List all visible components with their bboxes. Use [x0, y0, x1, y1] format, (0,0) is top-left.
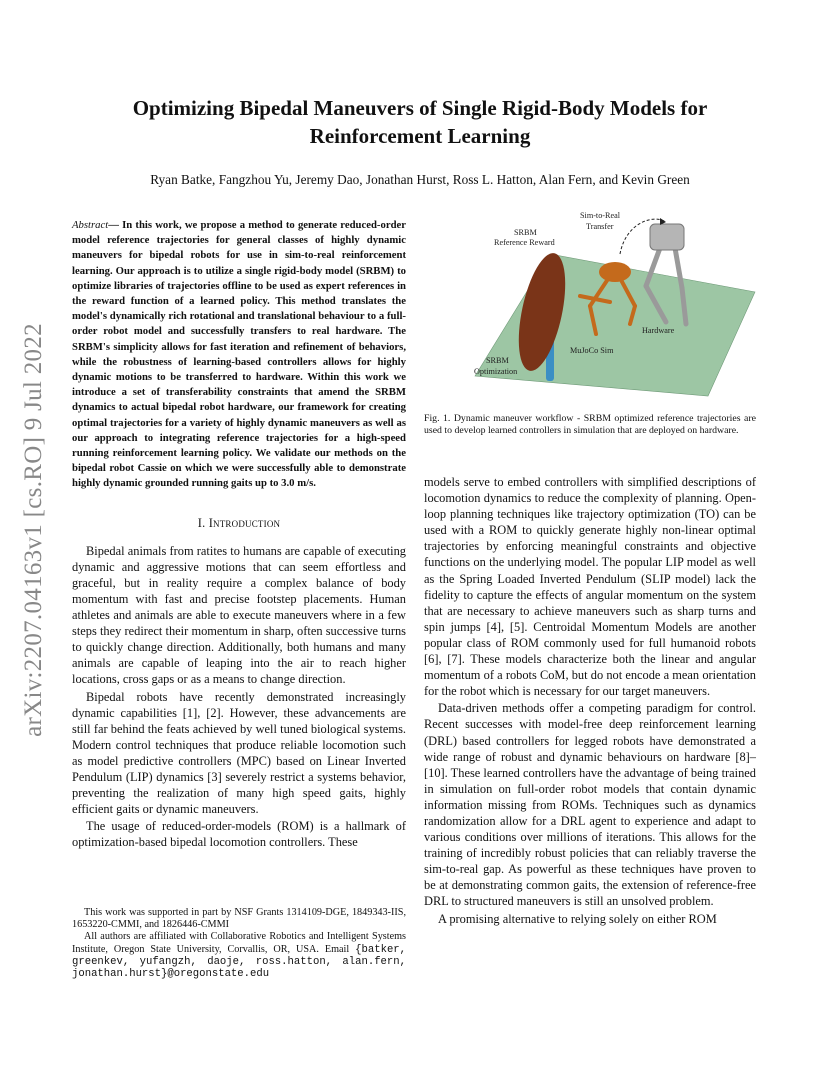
abstract: [72, 218, 406, 492]
workflow-illustration: [470, 206, 760, 402]
right-paragraph-1: models serve to embed controllers with simplified descriptions of locomotion dynamics to reduce the complexity of planning. Open-loop planning techniques like trajectory optimization (TO) can be used with a ROM to quickly generate highly non-linear optimal trajectories by enforcing meaningful constraints and objective functions on the underlying model. The popular LIP model as well as the Spring Loaded Inverted Pendulum (SLIP model) lack the fidelity to capture the effects of angular momentum on the system that are necessary to achieve maneuvers such as sharp turns and spin jumps [4], [5]. Centroidal Momentum Models are another popular class of ROM commonly used for full humanoid robots [6], [7]. These models characterize both the linear and angular momentum of a robots CoM, but do not encode a mean orientation for the robot which is necessary for our target maneuvers.: [424, 475, 756, 699]
author-emails: {batker, greenkev, yufangzh, daoje, ross.hatton, alan.fern, jonathan.hurst}@oregonstate.edu: [72, 943, 407, 981]
abstract-label: Abstract: [72, 219, 109, 231]
intro-paragraph-2: Bipedal robots have recently demonstrated increasingly dynamic capabilities [1], [2]. However, these advancements are still far behind the feats achieved by well tuned biological systems. Modern control techniques that produce reliable locomotion such as model predictive controllers (MPC) based on Linear Inverted Pendulum (LIP) dynamics [3] severely restrict a systems behavior, preventing the realization of many high speed gaits, highly efficient gaits or dynamic maneuvers.: [72, 689, 406, 817]
right-paragraph-3: A promising alternative to relying solely on either ROM: [438, 911, 717, 926]
right-paragraph-2: Data-driven methods offer a competing paradigm for control. Recent successes with model-free deep reinforcement learning (DRL) based controllers for legged robots have demonstrated a wide range of robust and dynamic behaviours on hardware [8]–[10]. These learned controllers have the advantage of being trained in simulation on full-order robot models that contain dynamic information missing from ROMs. Techniques such as dynamics randomization allow for a DRL agent to experience and adapt to various conditions over millions of iterations. This allows for the training of incredibly robust policies that can reliably traverse the sim-to-real gap. As powerful as these techniques have proven to be at demonstrating common gaits, the extension of reference-free DRL to structured maneuvers is still an unsolved problem.: [424, 701, 756, 909]
figure-1: [470, 206, 760, 402]
abstract-text: — In this work, we propose a method to generate reduced-order model reference trajectories for general classes of highly dynamic maneuvers for bipedal robots for use in sim-to-real reinforcement learning. Our approach is to utilize a single rigid-body model (SRBM) to optimize libraries of trajectories offline to be used as expert references in the reward function of a learned policy. This method translates the model's dynamically rich rotational and translational behaviour to a full-order robot model and successfully transfers to real hardware. The SRBM's simplicity allows for fast iteration and refinement of behaviors, while the robustness of learning-based controllers allows for highly dynamic motions to be transferred to hardware. Within this work we introduce a set of transferability constraints that amend the SRBM dynamics to actual bipedal robot hardware, our framework for creating optimal trajectories for a variety of highly dynamic maneuvers as well as our approach to integrating reference trajectories for a high-speed running reinforcement learning policy. We validate our methods on the bipedal robot Cassie on which we were successfully able to demonstrate highly dynamic grounded running gaits up to 3.0 m/s.: [72, 219, 406, 490]
funding-note: This work was supported in part by NSF Grants 1314109-DGE, 1849343-IIS, 1653220-CMMI, and 1826446-CMMI: [72, 907, 406, 931]
affiliation-note: [72, 931, 406, 980]
section-title: Introduction: [208, 515, 281, 530]
label-srbm-opt-2: Optimization: [474, 367, 518, 376]
label-mujoco: MuJoCo Sim: [570, 346, 614, 355]
label-srbm-reward-2: Reference Reward: [494, 238, 555, 247]
label-sim-to-real-1: Sim-to-Real: [580, 211, 621, 220]
paper-title: Optimizing Bipedal Maneuvers of Single Rigid-Body Models for Reinforcement Learning: [132, 96, 708, 148]
arxiv-id-text: arXiv:2207.04163v1 [cs.RO] 9 Jul 2022: [20, 323, 47, 737]
intro-paragraph-1: Bipedal animals from ratites to humans are capable of executing dynamic and aggressive motions that can seem effortless and graceful, but in reality require a complex balance of body momentum with fast and precise footstep placements. Human athletes and animals are able to execute maneuvers where in a few steps they redirect their momentum in sharp, often successive turns to quickly change direction. Additionally, both humans and many animals are capable of leaping into the air to reach higher locations, cross gaps or as a means to change direction.: [72, 543, 406, 687]
author-list: Ryan Batke, Fangzhou Yu, Jeremy Dao, Jonathan Hurst, Ross L. Hatton, Alan Fern, and Kevin Green: [150, 172, 690, 187]
figure-caption: Fig. 1. Dynamic maneuver workflow - SRBM optimized reference trajectories are used to develop learned controllers in simulation that are deployed on hardware.: [424, 413, 756, 437]
label-srbm-reward-1: SRBM: [514, 228, 537, 237]
left-column: [72, 218, 406, 850]
arxiv-side-identifier: [18, 300, 50, 760]
label-sim-to-real-2: Transfer: [586, 222, 614, 231]
affiliation-text: All authors are affiliated with Collaborative Robotics and Intelligent Systems Institute, Oregon State University, Corvallis, OR, USA. Email: [72, 931, 406, 955]
label-hardware: Hardware: [642, 326, 675, 335]
hardware-robot-pelvis: [650, 224, 684, 250]
sim-robot-pelvis: [599, 262, 631, 282]
label-srbm-opt-1: SRBM: [486, 356, 509, 365]
right-column: [424, 474, 756, 927]
footnote: [72, 907, 406, 980]
section-number: I.: [197, 515, 206, 530]
section-heading: [72, 516, 406, 531]
intro-paragraph-3: The usage of reduced-order-models (ROM) is a hallmark of optimization-based bipedal locomotion controllers. These: [72, 819, 406, 850]
